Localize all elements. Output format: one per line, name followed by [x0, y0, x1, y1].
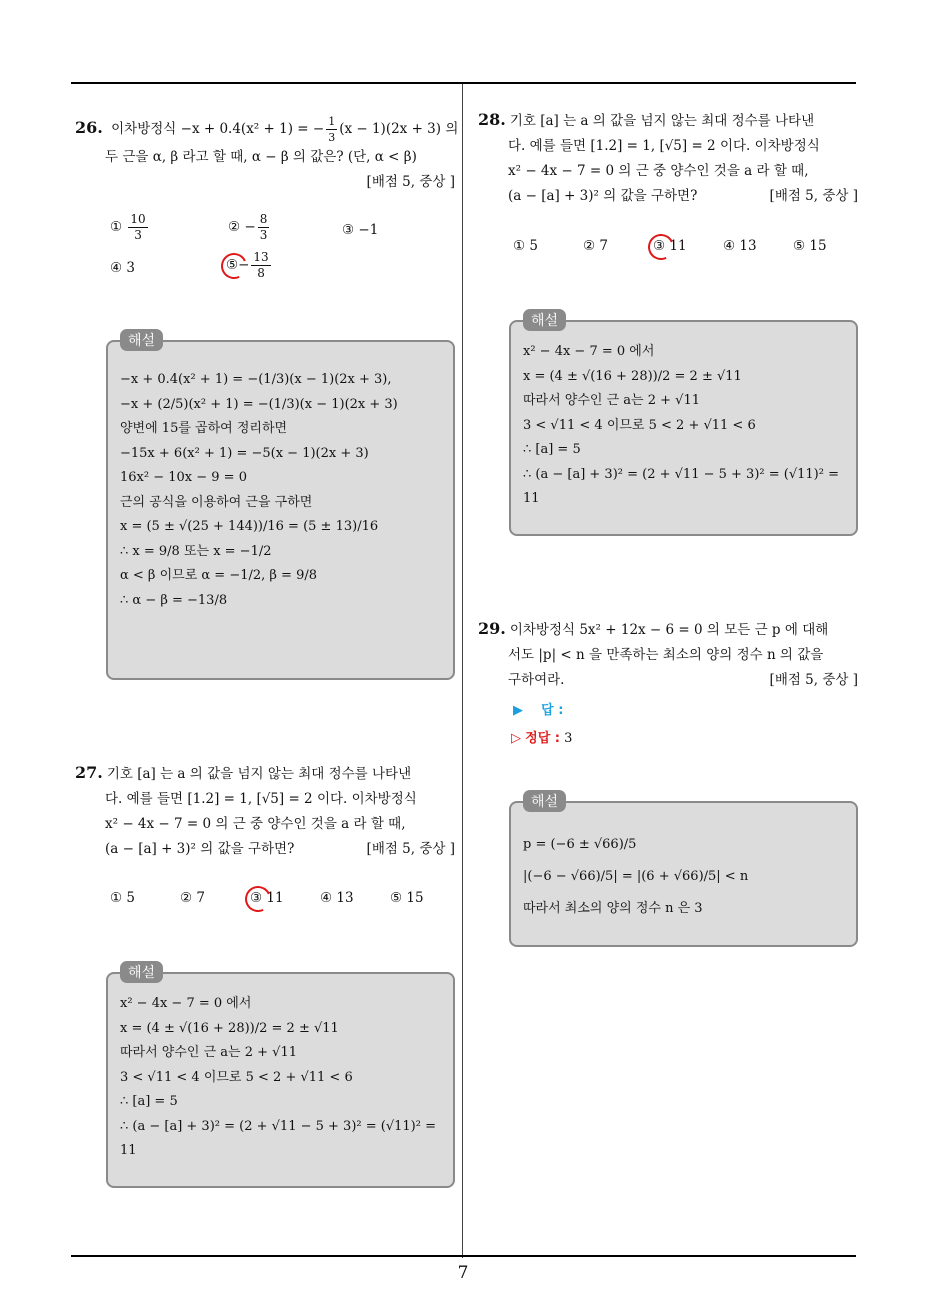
solution-box-29: [509, 794, 858, 947]
selected-circle: ③ 11: [653, 238, 687, 254]
solution-label: 해설: [120, 961, 163, 983]
question-text: 다. 예를 들면 [1.2] = 1, [√5] = 2 이다. 이차방정식: [508, 138, 820, 154]
solution-text: x² − 4x − 7 = 0 에서 x = (4 ± √(16 + 28))/2 = 2 ± √11 따라서 양수인 근 a는 2 + √11 3 < √11 < 4 이므로 5 < 2 + √11 < 6 ∴ [a] = 5 ∴ (a − [a] + 3)² = (2 + √11 − 5 + 3)² = (√11)² = 11: [120, 996, 436, 1158]
question-text: x² − 4x − 7 = 0 의 근 중 양수인 것을 a 라 할 때,: [105, 816, 406, 832]
solution-label: 해설: [523, 790, 566, 812]
question-28: [478, 107, 858, 209]
option-4[interactable]: ④ 13: [320, 890, 354, 906]
top-rule: [71, 82, 856, 84]
solution-box-27: [106, 965, 455, 1188]
play-icon: ▶: [513, 703, 523, 718]
option-3[interactable]: ③ −1: [342, 222, 379, 238]
solution-text: p = (−6 ± √66)/5 |(−6 − √66)/5| = |(6 + √66)/5| < n 따라서 최소의 양의 정수 n 은 3: [523, 837, 749, 916]
question-text: (x − 1)(2x + 3) 의: [339, 121, 459, 137]
question-text: 두 근을 α, β 라고 할 때, α − β 의 값은? (단, α < β): [105, 149, 417, 165]
option-2[interactable]: ② 7: [180, 890, 205, 906]
question-26: [75, 114, 459, 195]
question-text: 서도 |p| < n 을 만족하는 최소의 양의 정수 n 의 값을: [508, 647, 824, 663]
options-28: [513, 238, 843, 260]
question-27: [75, 760, 455, 862]
score-meta: [배점 5, 중상 ]: [769, 188, 858, 204]
option-5[interactable]: ⑤ 15: [390, 890, 424, 906]
solution-text: x² − 4x − 7 = 0 에서 x = (4 ± √(16 + 28))/2 = 2 ± √11 따라서 양수인 근 a는 2 + √11 3 < √11 < 4 이므로 5 < 2 + √11 < 6 ∴ [a] = 5 ∴ (a − [a] + 3)² = (2 + √11 − 5 + 3)² = (√11)² = 11: [523, 344, 839, 506]
correct-answer: [511, 727, 572, 746]
question-text: 이차방정식 −x + 0.4(x² + 1) = −: [111, 121, 325, 137]
question-number: 28.: [478, 110, 506, 129]
option-4[interactable]: ④ 3: [110, 260, 135, 276]
solution-text: −x + 0.4(x² + 1) = −(1/3)(x − 1)(2x + 3), −x + (2/5)(x² + 1) = −(1/3)(x − 1)(2x + 3) 양변에 15를 곱하여 정리하면 −15x + 6(x² + 1) = −5(x − 1)(2x + 3) 16x² − 10x − 9 = 0 근의 공식을 이용하여 근을 구하면 x = (5 ± √(25 + 144))/16 = (5 ± 13)/16 ∴ x = 9/8 또는 x = −1/2 α < β 이므로 α = −1/2, β = 9/8 ∴ α − β = −13/8: [120, 372, 398, 608]
option-1[interactable]: ① 5: [513, 238, 538, 254]
bottom-rule: [71, 1255, 856, 1257]
selected-circle: ⑤: [226, 257, 239, 273]
answer-label: 답 :: [541, 703, 564, 718]
option-2[interactable]: ② − $\frac{8}{3}$: [228, 212, 268, 242]
answer-field[interactable]: [513, 699, 563, 718]
solution-label: 해설: [523, 309, 566, 331]
option-2[interactable]: ② 7: [583, 238, 608, 254]
question-text: x² − 4x − 7 = 0 의 근 중 양수인 것을 a 라 할 때,: [508, 163, 809, 179]
question-text: (a − [a] + 3)² 의 값을 구하면?: [105, 841, 295, 857]
option-4[interactable]: ④ 13: [723, 238, 757, 254]
option-3[interactable]: [653, 238, 687, 254]
question-text: (a − [a] + 3)² 의 값을 구하면?: [508, 188, 698, 204]
option-3[interactable]: [250, 890, 284, 906]
question-number: 29.: [478, 619, 506, 638]
question-29: [478, 616, 858, 693]
correct-value: 3: [564, 731, 573, 746]
question-number: 27.: [75, 763, 103, 782]
question-text: 기호 [a] 는 a 의 값을 넘지 않는 최대 정수를 나타낸: [106, 766, 412, 782]
option-1[interactable]: ① 5: [110, 890, 135, 906]
solution-label: 해설: [120, 329, 163, 351]
fraction: $\frac{1}{3}$: [328, 115, 336, 144]
question-text: 이차방정식 5x² + 12x − 6 = 0 의 모든 근 p 에 대해: [509, 622, 829, 638]
option-1[interactable]: ① $\frac{10}{3}$: [110, 212, 146, 242]
page-number: 7: [457, 1263, 469, 1283]
score-meta: [배점 5, 중상 ]: [366, 174, 455, 190]
option-5[interactable]: ⑤ 15: [793, 238, 827, 254]
score-meta: [배점 5, 중상 ]: [769, 672, 858, 688]
options-26: [110, 212, 440, 292]
solution-box-28: [509, 313, 858, 536]
question-text: 다. 예를 들면 [1.2] = 1, [√5] = 2 이다. 이차방정식: [105, 791, 417, 807]
options-27: [110, 890, 440, 912]
question-text: 기호 [a] 는 a 의 값을 넘지 않는 최대 정수를 나타낸: [509, 113, 815, 129]
correct-label: 정답 :: [525, 731, 560, 746]
selected-circle: ③ 11: [250, 890, 284, 906]
triangle-outline-icon: ▷: [511, 731, 521, 746]
score-meta: [배점 5, 중상 ]: [366, 841, 455, 857]
question-number: 26.: [75, 118, 103, 137]
solution-box-26: [106, 333, 455, 680]
column-divider: [462, 84, 463, 1258]
question-text: 구하여라.: [508, 672, 565, 688]
option-5[interactable]: ⑤− $\frac{13}{8}$: [226, 250, 269, 280]
